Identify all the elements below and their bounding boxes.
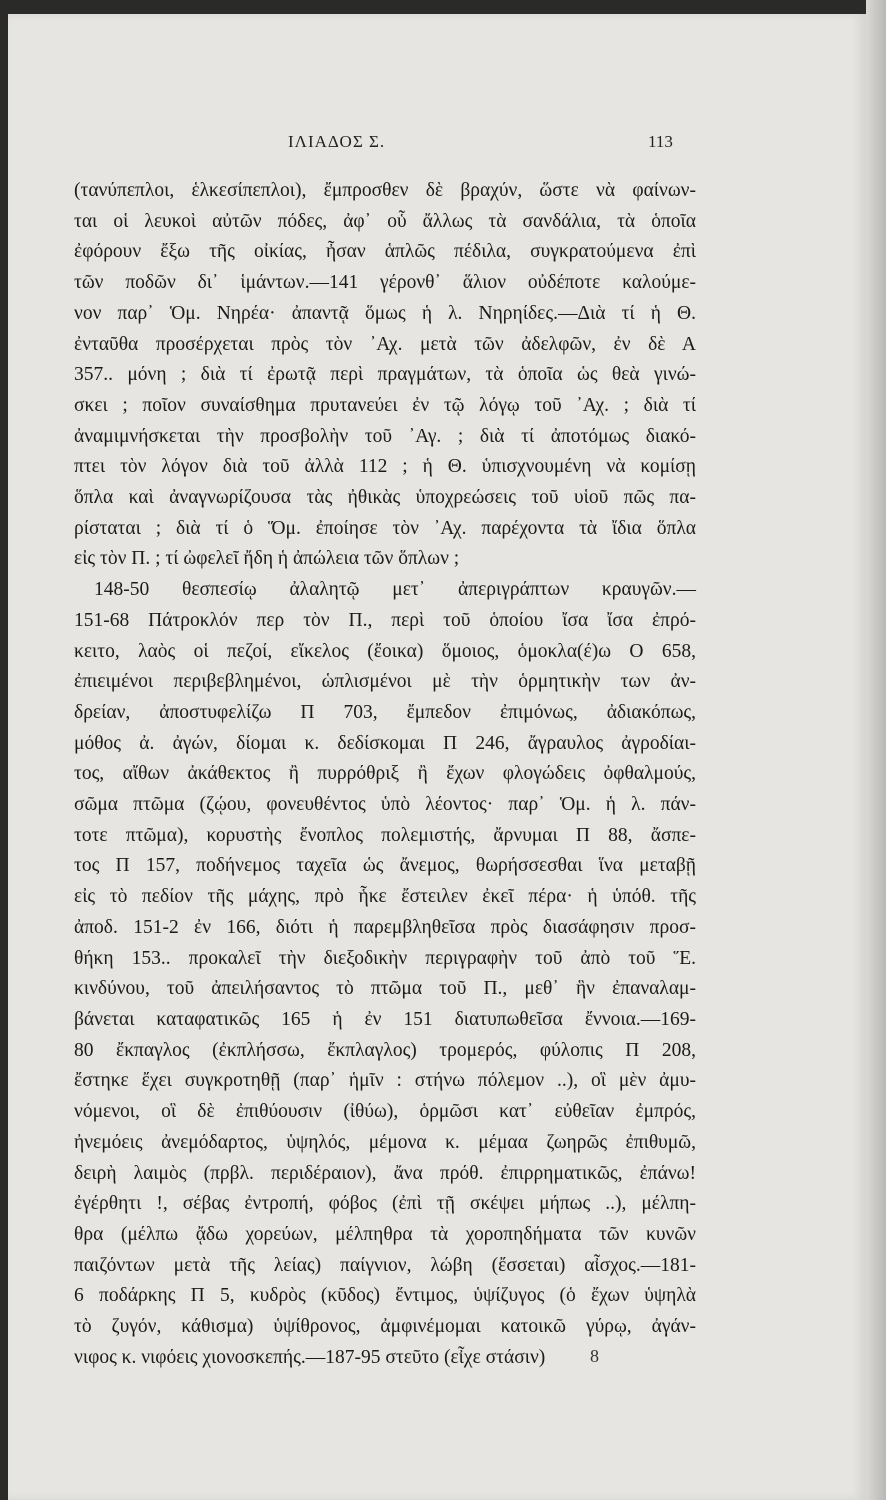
paragraph-1	[74, 176, 696, 575]
text-line: ἀναμιμνήσκεται τὴν προσβολὴν τοῦ ᾽Αγ. ; διὰ τί ἀποτόμως διακό-	[74, 425, 696, 447]
text-line: τῶν ποδῶν δι᾽ ἱμάντων.—141 γέρονθ᾽ ἅλιον οὐδέποτε καλούμε-	[74, 272, 696, 294]
page-edge-shadow	[866, 0, 886, 1500]
text-line: ἐπιειμένοι περιβεβλημένοι, ὡπλισμένοι μὲ τὴν ὁρμητικὴν των ἀν-	[74, 671, 696, 693]
text-line: ρίσταται ; διὰ τί ὁ Ὅμ. ἐποίησε τὸν ᾽Αχ. παρέχοντα τὰ ἴδια ὅπλα	[74, 517, 696, 539]
text-line: ὅπλα καὶ ἀναγνωρίζουσα τὰς ἠθικὰς ὑποχρεώσεις τοῦ υἱοῦ πῶς πα-	[74, 487, 696, 509]
text-line: θρα (μέλπω ᾄδω χορεύων, μέλπηθρα τὰ χοροπηδήματα τῶν κυνῶν	[74, 1223, 696, 1245]
text-line: σκει ; ποῖον συναίσθημα πρυτανεύει ἐν τῷ λόγῳ τοῦ ᾽Αχ. ; διὰ τί	[74, 394, 696, 416]
text-line: ἠνεμόεις ἀνεμόδαρτος, ὑψηλός, μέμονα κ. μέμαα ζωηρῶς ἐπιθυμῶ,	[74, 1131, 696, 1153]
text-line: νον παρ᾽ Ὁμ. Νηρέα· ἀπαντᾷ ὅμως ἡ λ. Νηρηίδες.—Διὰ τί ἡ Θ.	[74, 302, 696, 324]
text-line: εἰς τὸ πεδίον τῆς μάχης, πρὸ ἧκε ἔστειλεν ἐκεῖ πέρα· ἡ ὑπόθ. τῆς	[74, 886, 696, 908]
text-line: βάνεται καταφατικῶς 165 ἡ ἐν 151 διατυπωθεῖσα ἔννοια.—169-	[74, 1008, 696, 1030]
text-line: θήκη 153.. προκαλεῖ τὴν διεξοδικὴν περιγραφὴν τοῦ ἀπὸ τοῦ Ἕ.	[74, 947, 696, 969]
text-line: νιφος κ. νιφόεις χιονοσκεπής.—187-95 στεῦτο (εἶχε στάσιν)	[74, 1346, 546, 1368]
text-line: παιζόντων μετὰ τῆς λείας) παίγνιον, λώβη (ἔσσεται) αἶσχος.—181-	[74, 1254, 696, 1276]
text-line: εἰς τὸν Π. ; τί ὠφελεῖ ἤδη ἡ ἀπώλεια τῶν ὅπλων ;	[74, 548, 460, 570]
text-line: δρείαν, ἀποστυφελίζω Π 703, ἔμπεδον ἐπιμόνως, ἀδιακόπως,	[74, 701, 696, 723]
text-line: (τανύπεπλοι, ἑλκεσίπεπλοι), ἔμπροσθεν δὲ βραχύν, ὥστε νὰ φαίνων-	[74, 180, 696, 201]
text-line: τὸ ζυγόν, κάθισμα) ὑψίθρονος, ἀμφινέμομαι κατοικῶ γύρῳ, ἀγάν-	[74, 1316, 696, 1338]
text-line: ἔστηκε ἔχει συγκροτηθῇ (παρ᾽ ἡμῖν : στήνω πόλεμον ..), οἳ μὲν ἀμυ-	[74, 1070, 696, 1092]
text-line: 357.. μόνη ; διὰ τί ἐρωτᾷ περὶ πραγμάτων, τὰ ὁποῖα ὡς θεὰ γινώ-	[74, 364, 696, 386]
text-line: νόμενοι, οἳ δὲ ἐπιθύουσιν (ἰθύω), ὁρμῶσι κατ᾽ εὐθεῖαν ἐμπρός,	[74, 1101, 696, 1123]
text-line: μόθος ἀ. ἀγών, δίομαι κ. δεδίσκομαι Π 246, ἄγραυλος ἀγροδίαι-	[74, 732, 696, 754]
text-line: τος, αἴθων ἀκάθεκτος ἢ πυρρόθριξ ἢ ἔχων φλογώδεις ὀφθαλμούς,	[74, 763, 696, 785]
commentary-text	[74, 176, 696, 1373]
text-line: ἐνταῦθα προσέρχεται πρὸς τὸν ᾽Αχ. μετὰ τῶν ἀδελφῶν, ἐν δὲ Α	[74, 333, 696, 355]
text-line: ἐφόρουν ἔξω τῆς οἰκίας, ἦσαν ἁπλῶς πέδιλα, συγκρατούμενα ἐπὶ	[74, 241, 696, 263]
book-page	[8, 14, 866, 1500]
text-line: 148-50 θεσπεσίῳ ἀλαλητῷ μετ᾽ ἀπεριγράπτων κραυγῶν.—	[94, 579, 696, 601]
text-line: πτει τὸν λόγον διὰ τοῦ ἀλλὰ 112 ; ἡ Θ. ὑπισχνουμένη νὰ κομίσῃ	[74, 456, 696, 478]
text-line: 6 ποδάρκης Π 5, κυδρὸς (κῦδος) ἔντιμος, ὑψίζυγος (ὁ ἔχων ὑψηλὰ	[74, 1285, 696, 1307]
running-title: ΙΛΙΑΔΟΣ Σ.	[288, 132, 386, 151]
paragraph-2	[74, 575, 696, 1373]
text-line: δειρὴ λαιμὸς (πρβλ. περιδέραιον), ἄνα πρόθ. ἐπιρρηματικῶς, ἐπάνω!	[74, 1162, 696, 1184]
text-line: 151-68 Πάτροκλόν περ τὸν Π., περὶ τοῦ ὁποίου ἴσα ἴσα ἐπρό-	[74, 609, 696, 631]
text-line: ἐγέρθητι !, σέβας ἐντροπή, φόβος (ἐπὶ τῇ σκέψει μήπως ..), μέλπη-	[74, 1193, 696, 1215]
text-line: τοτε πτῶμα), κορυστὴς ἔνοπλος πολεμιστής, ἄρνυμαι Π 88, ἄσπε-	[74, 824, 696, 846]
page-number: 113	[648, 132, 673, 151]
text-line: ται οἱ λευκοὶ αὐτῶν πόδες, ἀφ᾽ οὗ ἄλλως τὰ σανδάλια, τὰ ὁποῖα	[74, 210, 696, 232]
text-line: σῶμα πτῶμα (ζῴου, φονευθέντος ὑπὸ λέοντος· παρ᾽ Ὁμ. ἡ λ. πάν-	[74, 794, 696, 816]
text-line: κινδύνου, τοῦ ἀπειλήσαντος τὸ πτῶμα τοῦ Π., μεθ᾽ ἣν ἐπαναλαμ-	[74, 978, 696, 1000]
signature-number: 8	[590, 1346, 599, 1366]
text-line: 80 ἔκπαγλος (ἐκπλήσσω, ἔκπλαγλος) τρομερός, φύλοπις Π 208,	[74, 1039, 696, 1061]
text-line: ἀποδ. 151-2 ἐν 166, διότι ἡ παρεμβληθεῖσα πρὸς διασάφησιν προσ-	[74, 916, 696, 938]
text-line: τος Π 157, ποδήνεμος ταχεῖα ὡς ἄνεμος, θωρήσσεσθαι ἵνα μεταβῇ	[74, 855, 696, 877]
text-line: κειτο, λαὸς οἱ πεζοί, εἴκελος (ἔοικα) ὅμοιος, ὁμοκλα(έ)ω Ο 658,	[74, 640, 696, 662]
running-header	[8, 132, 866, 156]
